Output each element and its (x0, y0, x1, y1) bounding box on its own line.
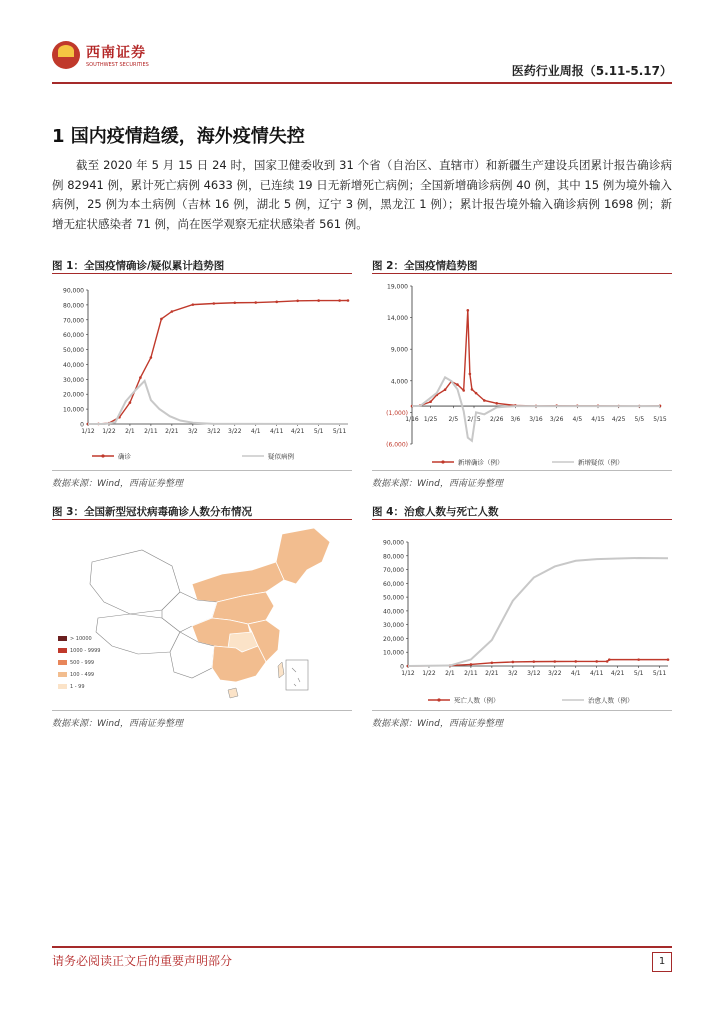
legend-swatch-icon (58, 684, 67, 689)
y-tick-label: 80,000 (383, 553, 404, 561)
data-point (467, 309, 470, 312)
figure-3-source: 数据来源：Wind，西南证券整理 (52, 719, 183, 729)
x-tick-label: 3/22 (548, 670, 562, 677)
legend-label: 新增疑似（例） (578, 458, 624, 467)
figure-2-title: 图 2：全国疫情趋势图 (372, 260, 478, 272)
x-tick-label: 3/26 (549, 416, 564, 423)
footer-disclaimer: 请务必阅读正文后的重要声明部分 (52, 954, 233, 968)
legend-label: 500 - 999 (70, 660, 95, 666)
header-divider (52, 82, 672, 84)
legend-item (58, 672, 94, 678)
section-title: 1 国内疫情趋缓，海外疫情失控 (52, 126, 305, 147)
data-point (456, 383, 459, 386)
x-tick-label: 3/22 (228, 428, 242, 435)
x-tick-label: 1/25 (423, 416, 438, 423)
y-tick-label: 70,000 (383, 567, 404, 575)
data-point (469, 373, 472, 376)
x-tick-label: 4/1 (250, 428, 261, 435)
logo-english-name: SOUTHWEST SECURITIES (86, 62, 149, 68)
data-point (171, 310, 174, 313)
figure-1-bottom-rule (52, 470, 352, 471)
data-point (475, 392, 478, 395)
x-tick-label: 2/1 (445, 670, 455, 677)
legend-marker (101, 454, 104, 457)
data-point (553, 660, 556, 663)
y-tick-label: 40,000 (383, 608, 404, 616)
x-tick-label: 2/21 (165, 428, 179, 435)
data-point (338, 299, 341, 302)
y-tick-label: (1,000) (386, 409, 408, 417)
data-point (574, 660, 577, 663)
legend-item (58, 684, 85, 690)
legend-marker (441, 460, 444, 463)
map-hainan (228, 688, 238, 698)
page-number: 1 (652, 952, 672, 972)
figure-3-title: 图 3：全国新型冠状病毒确诊人数分布情况 (52, 506, 252, 518)
x-tick-label: 2/11 (464, 670, 478, 677)
x-tick-label: 3/12 (527, 670, 541, 677)
y-tick-label: 10,000 (383, 649, 404, 657)
data-point (495, 402, 498, 405)
data-point (462, 389, 465, 392)
figure-4-top-rule (372, 519, 672, 520)
y-tick-label: (6,000) (386, 441, 408, 449)
x-tick-label: 4/25 (611, 416, 626, 423)
figure-2-bottom-rule (372, 470, 672, 471)
data-point (512, 661, 515, 664)
x-tick-label: 1/22 (102, 428, 116, 435)
y-tick-label: 20,000 (383, 635, 404, 643)
data-point (606, 660, 609, 663)
x-tick-label: 4/21 (290, 428, 305, 435)
x-tick-label: 5/11 (332, 428, 347, 435)
y-tick-label: 60,000 (63, 332, 84, 340)
x-tick-label: 3/16 (529, 416, 543, 423)
data-point (192, 303, 195, 306)
data-point (533, 660, 536, 663)
y-tick-label: 80,000 (63, 302, 84, 310)
map-south-china-sea-inset (286, 660, 308, 690)
legend-item (58, 636, 92, 642)
data-point (444, 388, 447, 391)
figure-2-top-rule (372, 273, 672, 274)
figure-2-chart (372, 276, 672, 468)
figure-1-top-rule (52, 273, 352, 274)
x-tick-label: 2/1 (125, 428, 135, 435)
legend-label: 1 - 99 (70, 684, 85, 690)
y-tick-label: 10,000 (63, 406, 84, 414)
figure-1-source: 数据来源：Wind，西南证券整理 (52, 479, 183, 489)
y-tick-label: 4,000 (390, 378, 408, 386)
series-line (88, 381, 348, 424)
body-paragraph: 截至 2020 年 5 月 15 日 24 时，国家卫健委收到 31 个省（自治区、直辖市）和新疆生产建设兵团累计报告确诊病例 82941 例，累计死亡病例 4633 例，已连续 19 日无新增死亡病例；全国新增确诊病例 40 例，其中 15 例为境外输入病例，25 例为本土病例（吉林 16 例，湖北 5 例，辽宁 3 例，黑龙江 1 例）；累计报告境外输入确诊病例 1698 例；新增无症状感染者 71 例，尚在医学观察无症状感染者 561 例。 (52, 158, 672, 231)
x-tick-label: 1/12 (81, 428, 95, 435)
map-inner-mongolia (192, 562, 284, 602)
x-tick-label: 5/1 (633, 670, 644, 677)
data-point (129, 401, 132, 404)
data-point (254, 301, 257, 304)
x-tick-label: 2/15 (467, 416, 481, 423)
x-tick-label: 2/26 (489, 416, 504, 423)
data-point (471, 388, 474, 391)
legend-label: > 10000 (70, 636, 92, 642)
x-tick-label: 5/5 (634, 416, 645, 423)
x-tick-label: 4/21 (610, 670, 625, 677)
legend-label: 1000 - 9999 (70, 648, 101, 654)
data-point (608, 658, 611, 661)
data-point (667, 658, 670, 661)
x-tick-label: 5/1 (313, 428, 324, 435)
y-tick-label: 0 (80, 421, 84, 429)
figure-4-bottom-rule (372, 710, 672, 711)
company-logo (52, 38, 152, 78)
legend-label: 治愈人数（例） (588, 696, 634, 705)
legend-label: 新增确诊（例） (458, 458, 504, 467)
x-tick-label: 2/5 (448, 416, 459, 423)
figure-1-chart (52, 276, 352, 468)
map-taiwan (278, 662, 284, 678)
data-point (139, 376, 142, 379)
data-point (233, 301, 236, 304)
y-tick-label: 50,000 (63, 347, 84, 355)
legend-label: 100 - 499 (70, 672, 95, 678)
x-tick-label: 4/11 (589, 670, 604, 677)
report-title: 医药行业周报（5.11-5.17） (511, 64, 672, 78)
map-legend (58, 636, 138, 706)
y-tick-label: 40,000 (63, 361, 84, 369)
data-point (595, 660, 598, 663)
x-tick-label: 4/1 (570, 670, 581, 677)
x-tick-label: 4/5 (572, 416, 583, 423)
footer-divider (52, 946, 672, 948)
series-line (412, 310, 660, 406)
x-tick-label: 1/16 (405, 416, 419, 423)
x-tick-label: 3/2 (188, 428, 198, 435)
x-tick-label: 3/6 (510, 416, 521, 423)
figure-4-chart (372, 522, 672, 710)
data-point (637, 658, 640, 661)
legend-item (58, 660, 94, 666)
legend-label: 疑似病例 (268, 452, 294, 461)
data-point (317, 299, 320, 302)
data-point (491, 661, 494, 664)
y-tick-label: 50,000 (383, 594, 404, 602)
map-south (212, 646, 266, 682)
y-tick-label: 9,000 (390, 346, 408, 354)
data-point (296, 299, 299, 302)
series-line (412, 377, 660, 441)
data-point (213, 302, 216, 305)
y-tick-label: 30,000 (63, 376, 84, 384)
x-tick-label: 2/11 (144, 428, 158, 435)
legend-item (58, 648, 100, 654)
y-tick-label: 30,000 (383, 622, 404, 630)
map-northeast (276, 528, 330, 584)
data-point (470, 663, 473, 666)
x-tick-label: 1/12 (401, 670, 415, 677)
y-tick-label: 70,000 (63, 317, 84, 325)
x-tick-label: 4/15 (591, 416, 605, 423)
x-tick-label: 5/11 (652, 670, 667, 677)
figure-3-top-rule (52, 519, 352, 520)
y-tick-label: 14,000 (387, 315, 408, 323)
figure-3-bottom-rule (52, 710, 352, 711)
y-tick-label: 19,000 (387, 283, 408, 291)
data-point (160, 318, 163, 321)
legend-swatch-icon (58, 672, 67, 677)
x-tick-label: 3/2 (508, 670, 518, 677)
series-line (408, 558, 668, 666)
y-tick-label: 20,000 (63, 391, 84, 399)
data-point (275, 301, 278, 304)
x-tick-label: 4/11 (269, 428, 284, 435)
series-line (88, 301, 348, 424)
logo-emblem-icon (52, 41, 80, 69)
figure-4-source: 数据来源：Wind，西南证券整理 (372, 719, 503, 729)
logo-chinese-name: 西南证券 (86, 45, 146, 61)
legend-swatch-icon (58, 636, 67, 641)
y-tick-label: 0 (400, 663, 404, 671)
x-tick-label: 5/15 (653, 416, 667, 423)
x-tick-label: 1/22 (422, 670, 436, 677)
data-point (347, 299, 350, 302)
legend-label: 确诊 (118, 452, 131, 461)
data-point (429, 400, 432, 403)
y-tick-label: 90,000 (63, 287, 84, 295)
data-point (483, 399, 486, 402)
map-xinjiang (90, 550, 180, 614)
x-tick-label: 2/21 (485, 670, 499, 677)
figure-1-title: 图 1：全国疫情确诊/疑似累计趋势图 (52, 260, 225, 272)
y-tick-label: 60,000 (383, 580, 404, 588)
figure-2-source: 数据来源：Wind，西南证券整理 (372, 479, 503, 489)
legend-marker (437, 698, 440, 701)
y-tick-label: 90,000 (383, 539, 404, 547)
legend-swatch-icon (58, 660, 67, 665)
figure-4-title: 图 4：治愈人数与死亡人数 (372, 506, 499, 518)
x-tick-label: 3/12 (207, 428, 221, 435)
legend-label: 死亡人数（例） (454, 696, 500, 705)
data-point (150, 356, 153, 359)
legend-swatch-icon (58, 648, 67, 653)
